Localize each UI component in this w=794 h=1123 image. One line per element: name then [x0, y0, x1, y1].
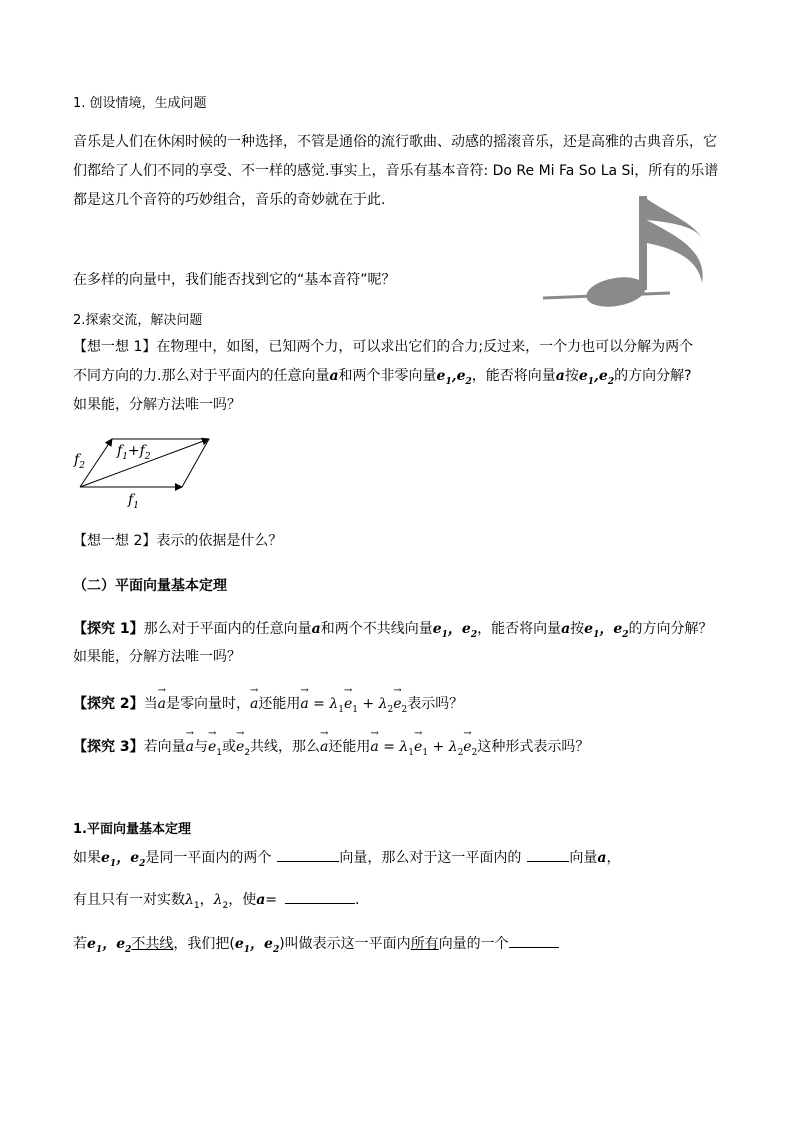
intro-paragraph-line2: 们都给了人们不同的享受、不一样的感觉.事实上，音乐有基本音符: Do Re Mi Fa So La Si，所有的乐谱 [73, 163, 719, 179]
theorem-line2: 有且只有一对实数$\lambda_1$，$\lambda_2$，使a= . [73, 889, 359, 912]
svg-text:f2: $f_2$ [74, 452, 85, 471]
intro-paragraph-line1: 音乐是人们在休闲时候的一种选择，不管是通俗的流行歌曲、动感的摇滚音乐，还是高雅的古典音乐，它 [73, 134, 717, 150]
fill-blank-4[interactable] [509, 933, 559, 948]
explore3-tag: 【探究 3】 [73, 739, 144, 755]
theorem-line3: 若$e_1$，$e_2$不共线，我们把($e_1$，$e_2$)叫做表示这一平面内所有向量的一个 [73, 933, 559, 956]
explore1-line1: 【探究 1】那么对于平面内的任意向量a和两个不共线向量$e_1$，$e_2$，能否将向量a按$e_1$，$e_2$的方向分解？ [73, 621, 713, 640]
fill-blank-1[interactable] [277, 847, 339, 862]
vectors-e1-e2: $e_1,e_2$ [436, 368, 472, 387]
basic-note-question: 在多样的向量中，我们能否找到它的“基本音符”呢？ [73, 272, 396, 288]
not-collinear-text: 不共线 [131, 936, 174, 952]
intro-paragraph-line3: 都是这几个音符的巧妙组合，音乐的奇妙就在于此. [73, 192, 386, 208]
explore2-line: 【探究 2】当→ a是零向量时，→ a还能用→ $a = \lambda_1\to e_1 + \lambda_2\to e_2$表示吗？ [73, 695, 463, 716]
section2-heading: 2.探索交流，解决问题 [73, 313, 203, 328]
think2-tag: 【想一想 2】 [73, 533, 157, 549]
think1-line3: 如果能，分解方法唯一吗？ [73, 397, 241, 413]
decomposition-formula: → $a = \lambda_1\to e_1 + \lambda_2\to e_2$ [300, 696, 407, 712]
force-parallelogram-diagram [72, 432, 222, 512]
explore1-line2: 如果能，分解方法唯一吗？ [73, 649, 241, 665]
svg-text:f1+f2: $f_1+f_2$ [117, 443, 151, 462]
svg-text:f1: $f_1$ [128, 492, 139, 511]
think2-line: 【想一想 2】表示的依据是什么？ [73, 533, 283, 549]
vector-a: a [329, 368, 339, 384]
section1-heading: 1. 创设情境，生成问题 [73, 96, 207, 111]
explore1-tag: 【探究 1】 [73, 621, 144, 637]
theorem-line1: 如果$e_1$，$e_2$是同一平面内的两个 向量，那么对于这一平面内的 向量a， [73, 847, 620, 870]
think1-tag: 【想一想 1】 [73, 339, 157, 355]
fill-blank-2[interactable] [527, 847, 569, 862]
explore3-line: 【探究 3】若向量→ a与→ $e_1$或→ $e_2$共线，那么→ a还能用→ $a = \lambda_1\to e_1 + \lambda_2\to e_2$这种形式表示吗？ [73, 738, 589, 759]
section3-heading: （二）平面向量基本定理 [73, 578, 227, 594]
explore2-tag: 【探究 2】 [73, 696, 144, 712]
theorem-heading: 1.平面向量基本定理 [73, 822, 191, 837]
think1-text: 在物理中，如图，已知两个力，可以求出它们的合力;反过来，一个力也可以分解为两个 [156, 339, 694, 355]
fill-blank-3[interactable] [285, 889, 355, 904]
music-note-icon [540, 188, 715, 308]
think1-line2: 不同方向的力.那么对于平面内的任意向量a和两个非零向量$e_1,e_2$，能否将向量a按$e_1,e_2$的方向分解? [73, 368, 692, 387]
decomposition-formula-2: → $a = \lambda_1\to e_1 + \lambda_2\to e_2$ [370, 739, 477, 755]
parallelogram-right-edge [182, 439, 209, 487]
think1-line1 [73, 338, 693, 356]
